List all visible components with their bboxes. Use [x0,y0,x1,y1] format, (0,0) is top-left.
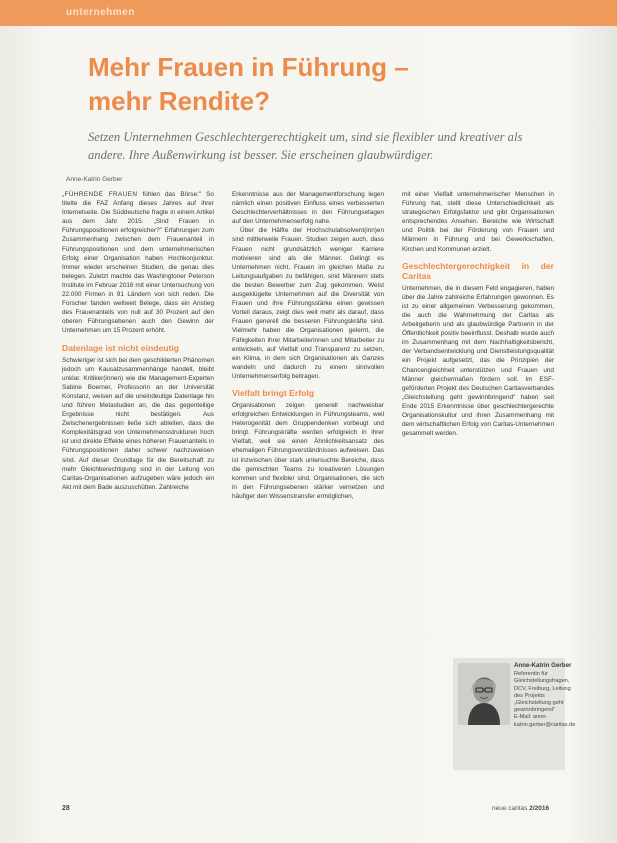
article-title-line1: Mehr Frauen in Führung – [88,52,409,82]
author-role: Referentin für Gleichstellungsfragen, DCV, Freiburg, Leitung des Projekts „Gleichstellung geht gewinnbringend“ [514,671,571,714]
paragraph: Über die Hälfte der Hochschulabsolvent(inn)en sind mittlerweile Frauen. Studien zeigen auch, dass Frauen nicht grundsätzlich weniger Karriere motivieren sind als die Männer. Gelingt es Unternehmen nicht, Frauen im gleichen Maße zu Leitungsaufgaben zu befähigen, sind Männern stets die besten Bewerber zum Zug gekommen. Weist ausgeklügelte Unternehmen auf die Diversität von Frauen und ihre Führungsstärke einen gewissen Vorteil daraus, zeigt dies weit mehr als darauf, dass Frauen generell die besseren Führungskräfte sind. Vielmehr haben die Organisationen gelernt, die Fähigkeiten ihrer Mitarbeiterinnen und Mitarbeiter zu entwickeln, auf Vielfalt und Transparenz zu setzen, ein Klima, in dem sich Organisationen als Ganzes wandeln und dadurch zu einem sinnvollen Unternehmenserfolg beitragen. [232,227,384,380]
author-photo [458,663,510,725]
author-name: Anne-Katrin Gerber [514,662,572,669]
byline: Anne-Katrin Gerber [66,176,123,183]
paragraph: Erkenntnisse aus der Managementforschung legen nämlich einen positiven Einfluss eines verbesserten Geschlechterverhältnisses in den Führungsetagen auf den Unternehmenserfolg nahe. [232,191,384,226]
paragraph: Schwieriger ist sich bei dem geschilderten Phänomen jedoch um Kausalzusammenhänge handelt, bleibt unklar. Kritiker(innen) wie die Management-Experten Sabine Boerner, Professorin an der Universität Konstanz, weisen auf die uneindeutige Datenlage hin und führen Metastudien an, die das gegenteilige Ergebnisse nicht bestätigen. Aus Zwischenergebnissen ließe sich ableiten, dass die Komplexitätsgrad von Unternehmensstrukturen hoch ist und direkte Effekte eines höheren Frauenanteils in Führungspositionen daher schwer nachzuweisen sind. Auf dieser Grundlage für die Bereitschaft zu mehr Gleichberechtigung sind in der Leitung von Caritas-Organisationen aufzugeben wäre jedoch ein Akt mit dem Bade auszuschütten. Zahlreiche [62,356,214,491]
paragraph [62,190,214,336]
portrait-image [458,663,510,725]
article-title-line2: mehr Rendite? [88,86,271,116]
paragraph: Unternehmen, die in diesem Feld engagieren, haben über die Jahre zahlreiche Erfahrungen gewonnen. Es ist zu einer allgemeinen Verbesserung gekommen, die auch die Wahrnehmung der Caritas als Arbeitgeberin und als glaubwürdige Partnerin in der Öffentlichkeit positiv beeinflusst. Deshalb wurde auch im Zusammenhang mit dem Nachhaltigkeitsbericht, der Verbandsentwicklung und Dienstleistungsqualität ein Projekt aufgesetzt, das die Prinzipien der Chancengleichheit unterstützen und Frauen und Männer gleichermaßen fördern soll. Im ESF-geförderten Projekt des Deutschen Caritasverbandes „Gleichstellung geht gewinnbringend“ haben seit Ende 2015 Erkenntnisse über geschlechtergerechte Organisationskultur und ihren Zusammenhang mit dem wirtschaftlichen Erfolg von Caritas-Unternehmen gesammelt werden. [402,284,554,438]
paragraph: Organisationen zeigen generell nachweisbar erfolgreichen Entwicklungen in Führungsteams, weil Heterogenität dem Gruppendenken vorbeugt und bringt. Führungskräfte werden erfolgreich in ihrer Vielfalt, weil sie einen Ähnlichkeitsansatz des ehemaligen Führungsverständnisses aufweisen. Das ist inzwischen über stark untersuchte Bereiche, dass die gemischten Teams zu kreativeren Lösungen kommen und flexibler sind. Organisationen, die sich in den Führungsebenen stärker vernetzen und häufiger den Wissenstransfer ermöglichen, [232,401,384,500]
author-bio [514,662,576,729]
subheading-caritas: Geschlechtergerechtigkeit in der Caritas [402,260,554,281]
text-column-2 [232,190,384,501]
magazine-issue: 2/2016 [529,805,550,812]
lead-in-caps: „FÜHRENDE FRAUEN [62,191,138,198]
magazine-footer [492,805,549,812]
page-number: 28 [62,805,70,812]
subheading-vielfalt: Vielfalt bringt Erfolg [232,387,314,398]
author-email: E-Mail: anne-katrin.gerber@caritas.de [514,714,576,728]
text-column-1 [62,190,214,492]
magazine-name: neue caritas [492,805,528,812]
section-label: unternehmen [66,7,135,18]
article-subtitle: Setzen Unternehmen Geschlechtergerechtigkeit um, sind sie flexibler und kreativer als andere. Ihre Außenwirkung ist besser. Sie erscheinen glaubwürdiger. [88,130,523,162]
paragraph: mit einer Vielfalt unternehmerischer Menschen in Führung hat, stellt diese Unterschiedlichkeit als strategischen Erfolgsfaktor und gibt Organisationen entsprechendes Ansehen. Bereiche wie Wirtschaft und Politik bei der Förderung von Frauen und Männern in Führung und bei Gewerkschaften, Kirchen und Kommunen erzielt. [402,191,554,253]
subheading-datenlage: Datenlage ist nicht eindeutig [62,342,179,353]
text-column-3 [402,190,554,438]
section-header-bar [0,0,617,26]
paragraph-text: fühlen das Börse:" So titelte die FAZ Anfang dieses Jahres auf ihrer Internetseite. Die Süddeutsche fragte in einem Artikel aus dem Jahr 2015: „Sind Frauen in Führungspositionen erfolgreicher?" Erfahrungen zum Zusammenhang zwischen dem Frauenanteil in Führungspositionen und dem unternehmerischen Erfolg einer Organisation haben Hochkonjunktur. Immer wieder erscheinen Studien, die genau dies belegen. Zuletzt machte das Washingtoner Peterson Institute im Februar 2016 mit einer Untersuchung von 22.000 Firmen in 91 Ländern von sich reden. Die Forscher fanden weltweit Belege, dass ein Anstieg des Frauenanteils von null auf 30 Prozent auf den oberen Führungsebenen auch den Gewinn der Unternehmen um 15 Prozent erhöht. [62,191,214,335]
